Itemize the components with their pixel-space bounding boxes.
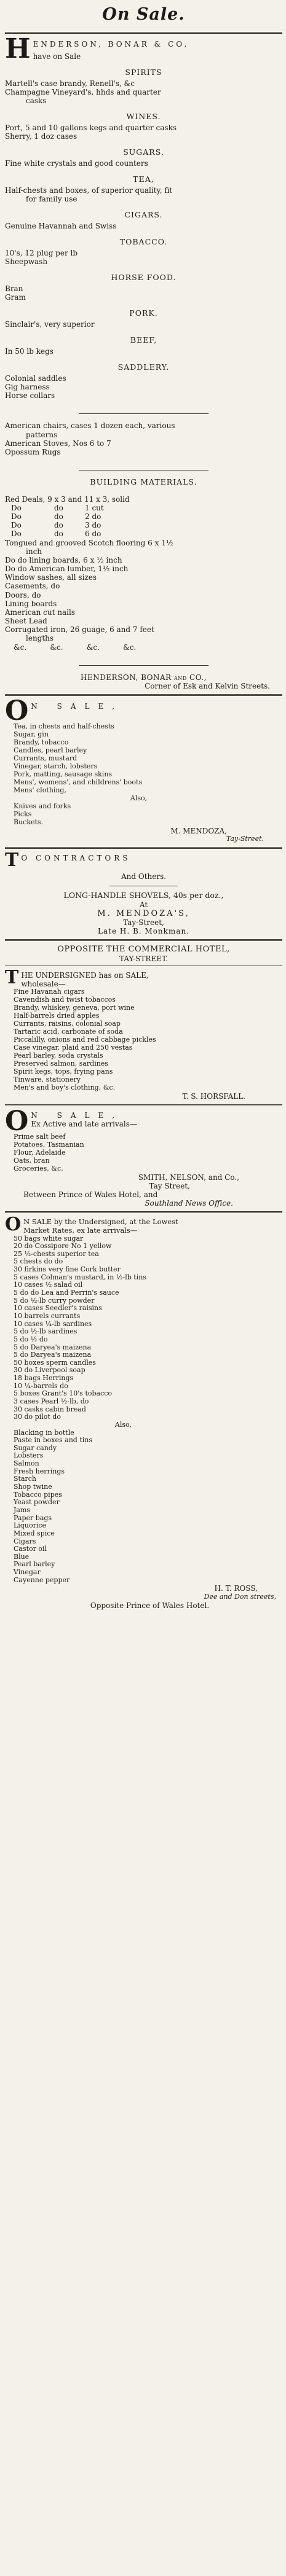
- stock-line: Knives and forks: [14, 802, 71, 810]
- stock-line: 30 do Liverpool soap: [14, 1366, 85, 1375]
- stock-line: Spirit kegs, tops, frying pans: [14, 1067, 113, 1075]
- mendoza-advert: [5, 690, 282, 843]
- intro-text: Market Rates, ex late arrivals—: [23, 1225, 138, 1235]
- advertiser-address: Tay-Street.: [226, 834, 264, 843]
- stock-line: Blue: [14, 1552, 30, 1561]
- stock-line: 5 boxes Grant's 10's tobacco: [14, 1389, 113, 1398]
- advertiser-address: Southland News Office.: [145, 1199, 233, 1208]
- stock-line: Currants, raisins, colonial soap: [14, 1020, 121, 1028]
- short-divider: [79, 413, 209, 414]
- drop-cap: O: [5, 1214, 22, 1236]
- stock-line: 20 do Cossipore No 1 yellow: [14, 1242, 112, 1251]
- drop-cap: O: [5, 695, 29, 727]
- intro-text: HE UNDERSIGNED has on SALE,: [21, 970, 149, 980]
- stock-line: Potatoes, Tasmanian: [14, 1140, 84, 1149]
- ditto-cell: Do: [11, 529, 22, 539]
- drop-cap: H: [5, 33, 31, 64]
- divider: [5, 847, 282, 849]
- late-line: Late H. B. Monkman.: [98, 927, 189, 936]
- drop-cap: T: [5, 849, 19, 871]
- drop-cap: T: [5, 966, 19, 988]
- saddlery-line: Colonial saddles: [5, 374, 66, 383]
- section-title-beef: BEEF,: [130, 335, 157, 345]
- building-line: Tongued and grooved Scotch flooring 6 x 1½: [5, 538, 173, 547]
- drop-cap: O: [5, 1105, 29, 1137]
- stock-line: 5 do ½ do: [14, 1335, 48, 1343]
- stock-line: 30 do pilot do: [14, 1413, 61, 1421]
- ross-advert: [5, 1208, 282, 1609]
- spirits-line: Champagne Vineyard's, hhds and quarter: [5, 88, 161, 97]
- stock-line: 5 cases Colman's mustard, in ½-lb tins: [14, 1273, 146, 1281]
- stock-line: Half-barrels dried apples: [14, 1012, 100, 1020]
- saddlery-line: Gig harness: [5, 383, 50, 392]
- advert-heading-text: ENDERSON, BONAR & CO.: [33, 39, 189, 49]
- deals-line: Red Deals, 9 x 3 and 11 x 3, solid: [5, 494, 130, 504]
- intro-text: wholesale—: [21, 980, 66, 989]
- stock-line: Oats, bran: [14, 1156, 50, 1165]
- advertiser-signature: M. MENDOZA,: [170, 826, 227, 835]
- stock-line: 10 cases Seedler's raisins: [14, 1304, 102, 1313]
- intro-text: have on Sale: [33, 52, 81, 61]
- smith-nelson-advert: [5, 1101, 282, 1208]
- deals-ditto-row: [5, 504, 282, 512]
- stock-line: 30 firkins very fine Cork butter: [14, 1265, 121, 1274]
- ditto-cell: 6 do: [85, 529, 101, 539]
- stock-line: Groceries, &c.: [14, 1164, 63, 1173]
- misc-line: Opossum Rugs: [5, 447, 61, 456]
- section-title-tobacco: TOBACCO.: [119, 237, 168, 247]
- deals-ditto-row: [5, 529, 282, 538]
- stock-line: Tobacco pipes: [14, 1490, 62, 1499]
- stock-line: Case vinegar, plaid and 250 vestas: [14, 1043, 133, 1052]
- stock-line: Tea, in chests and half-chests: [14, 722, 114, 730]
- section-title-sugars: SUGARS.: [123, 147, 164, 157]
- henderson-advert: [5, 28, 282, 690]
- ditto-cell: do: [54, 504, 63, 513]
- stock-line: Fine Havanah cigars: [14, 988, 85, 996]
- deals-ditto-row: [5, 512, 282, 521]
- building-line: Sheet Lead: [5, 617, 47, 626]
- intro-text: N SALE by the Undersigned, at the Lowest: [23, 1217, 178, 1227]
- building-line: Doors, do: [5, 590, 41, 599]
- ditto-cell: 2 do: [85, 512, 101, 521]
- ditto-cell: do: [54, 529, 63, 539]
- stock-line: Cayenne pepper: [14, 1575, 70, 1584]
- section-title-horse-food: HORSE FOOD.: [111, 273, 177, 283]
- section-title-cigars: CIGARS.: [124, 210, 163, 220]
- advert-heading-text: N SALE,: [31, 1110, 124, 1120]
- advertiser-street: Tay Street,: [149, 1181, 190, 1190]
- stock-line: Yeast powder: [14, 1498, 60, 1507]
- ditto-cell: 1 cut: [85, 504, 104, 513]
- building-line: Window sashes, all sizes: [5, 573, 97, 582]
- stock-line: Tartaric acid, carbonate of soda: [14, 1028, 123, 1036]
- section-title-building: BUILDING MATERIALS.: [90, 477, 197, 487]
- advert-heading-text: N SALE,: [31, 701, 124, 711]
- stock-line: Paper bags: [14, 1513, 52, 1522]
- ditto-cell: Do: [11, 512, 22, 521]
- stock-line: Jams: [14, 1505, 31, 1514]
- building-line: Do do lining boards, 6 x ½ inch: [5, 555, 122, 564]
- also-label: Also,: [114, 1420, 132, 1429]
- misc-line: patterns: [26, 430, 58, 439]
- stock-line: 5 do ½-lb sardines: [14, 1327, 77, 1336]
- stock-line: Flour, Adelaide: [14, 1148, 66, 1157]
- section-title-spirits: SPIRITS: [125, 68, 162, 77]
- saddlery-line: Horse collars: [5, 391, 55, 400]
- stock-line: Vinegar, starch, lobsters: [14, 762, 98, 770]
- advert-subheading: TAY-STREET.: [119, 954, 169, 963]
- stock-line: Starch: [14, 1475, 37, 1483]
- stock-line: Fresh herrings: [14, 1467, 65, 1475]
- merchant-name: M. MENDOZA'S,: [97, 908, 190, 918]
- ditto-cell: 3 do: [85, 521, 101, 530]
- advertiser-address: Between Prince of Wales Hotel, and: [23, 1190, 158, 1200]
- stock-line: Men's and boy's clothing, &c.: [14, 1083, 116, 1091]
- ditto-cell: Do: [11, 521, 22, 530]
- stock-line: 5 do ½-lb curry powder: [14, 1296, 95, 1305]
- stock-line: Sugar candy: [14, 1443, 57, 1452]
- wines-line: Port, 5 and 10 gallons kegs and quarter casks: [5, 123, 177, 133]
- stock-line: 18 bags Herrings: [14, 1374, 74, 1383]
- tea-line: for family use: [26, 195, 77, 204]
- stock-line: 30 casks cabin bread: [14, 1405, 86, 1413]
- stock-line: 5 do do Lea and Perrin's sauce: [14, 1289, 119, 1297]
- section-title-wines: WINES.: [126, 112, 161, 122]
- cigars-line: Genuine Havannah and Swiss: [5, 222, 117, 231]
- spirits-line: Martell's case brandy, Renell's, &c: [5, 79, 135, 88]
- at-label: At: [139, 900, 148, 909]
- misc-line: American chairs, cases 1 dozen each, various: [5, 421, 175, 431]
- stock-line: 10 cases ½ salad oil: [14, 1281, 83, 1289]
- stock-line: 5 do Daryea's maizena: [14, 1343, 92, 1351]
- divider: [5, 694, 282, 696]
- tea-line: Half-chests and boxes, of superior quality, fit: [5, 186, 173, 195]
- stock-line: Prime salt beef: [14, 1132, 66, 1141]
- divider: [5, 1104, 282, 1106]
- stock-line: 50 bags white sugar: [14, 1234, 84, 1243]
- horsfall-advert: [5, 935, 282, 1101]
- section-title-saddlery: SADDLERY.: [117, 362, 170, 372]
- divider: [5, 32, 282, 34]
- stock-line: Candles, pearl barley: [14, 746, 87, 754]
- stock-line: 10 barrels currants: [14, 1311, 81, 1320]
- intro-text: Ex Active and late arrivals—: [31, 1120, 137, 1129]
- section-title-pork: PORK.: [129, 308, 158, 318]
- stock-line: Currants, mustard: [14, 754, 77, 762]
- stock-line: 10 ¼-barrels do: [14, 1381, 68, 1390]
- horse-food-line: Gram: [5, 293, 26, 302]
- street-line: Tay-Street,: [123, 918, 164, 927]
- stock-line: Mixed spice: [14, 1529, 55, 1537]
- stock-line: Vinegar: [14, 1568, 41, 1577]
- advertiser-signature: T. S. HORSFALL.: [182, 1091, 245, 1101]
- advert-heading-text: O CONTRACTORS: [21, 853, 131, 862]
- short-divider: [79, 665, 209, 666]
- section-title-tea: TEA,: [133, 174, 154, 184]
- building-line: Corrugated iron, 26 guage, 6 and 7 feet: [5, 625, 154, 634]
- also-label: Also,: [130, 794, 148, 802]
- building-line: Lining boards: [5, 599, 57, 608]
- ditto-cell: Do: [11, 504, 22, 513]
- stock-line: Pork, matting, sausage skins: [14, 770, 113, 778]
- stock-line: Mens' clothing,: [14, 786, 66, 794]
- advert-heading: OPPOSITE THE COMMERCIAL HOTEL,: [57, 945, 230, 954]
- divider: [5, 939, 282, 941]
- beef-line: In 50 lb kegs: [5, 347, 54, 356]
- advertiser-address: Dee and Don streets,: [204, 1592, 276, 1601]
- stock-line: 50 boxes sperm candles: [14, 1358, 96, 1367]
- stock-line: Pearl barley, soda crystals: [14, 1051, 103, 1060]
- stock-line: Picks: [14, 810, 32, 818]
- tobacco-line: 10's, 12 plug per lb: [5, 249, 78, 258]
- advertiser-signature: HENDERSON, BONAR and CO.,: [81, 673, 207, 682]
- ditto-cell: do: [54, 512, 63, 521]
- sub-heading: And Others.: [121, 872, 167, 881]
- stock-line: 5 chests do do: [14, 1257, 63, 1266]
- horse-food-line: Bran: [5, 284, 23, 294]
- stock-line: Liquorice: [14, 1521, 47, 1530]
- stock-line: Preserved salmon, sardines: [14, 1059, 108, 1067]
- building-line: lengths: [26, 634, 54, 643]
- building-line: American cut nails: [5, 607, 75, 617]
- building-line: Do do American lumber, 1½ inch: [5, 564, 129, 574]
- shovels-line: LONG-HANDLE SHOVELS, 40s per doz.,: [63, 890, 224, 900]
- stock-line: 10 cases ¼-lb sardines: [14, 1319, 92, 1328]
- wines-line: Sherry, 1 doz cases: [5, 132, 77, 141]
- etc-line: &c. &c. &c. &c.: [14, 642, 137, 652]
- advertiser-signature: H. T. ROSS,: [214, 1584, 258, 1593]
- stock-line: Brandy, tobacco: [14, 738, 69, 746]
- stock-line: Paste in boxes and tins: [14, 1436, 93, 1445]
- tobacco-line: Sheepwash: [5, 257, 48, 267]
- stock-line: 5 do Daryea's maizena: [14, 1351, 92, 1359]
- advertiser-address: Corner of Esk and Kelvin Streets.: [145, 681, 270, 690]
- building-line: Casements, do: [5, 582, 60, 591]
- stock-line: Salmon: [14, 1459, 39, 1468]
- stock-line: Lobsters: [14, 1451, 44, 1460]
- stock-line: Mens', womens', and childrens' boots: [14, 778, 143, 786]
- deals-ditto-row: [5, 521, 282, 529]
- ditto-cell: do: [54, 521, 63, 530]
- contractors-advert: [5, 843, 282, 936]
- stock-line: 25 ½-chests superior tea: [14, 1249, 99, 1258]
- sugars-line: Fine white crystals and good counters: [5, 159, 148, 168]
- stock-line: Blacking in bottle: [14, 1428, 74, 1437]
- stock-line: Sugar, gin: [14, 730, 49, 738]
- pork-line: Sinclair's, very superior: [5, 320, 95, 329]
- stock-line: 3 cases Pearl ½-lb, do: [14, 1397, 89, 1405]
- stock-line: Buckets.: [14, 818, 44, 826]
- building-line: inch: [26, 547, 42, 556]
- advert-heading: [5, 33, 282, 64]
- misc-line: American Stoves, Nos 6 to 7: [5, 439, 111, 448]
- stock-line: Brandy, whiskey, geneva, port wine: [14, 1004, 135, 1012]
- advertiser-footer: Opposite Prince of Wales Hotel.: [90, 1601, 210, 1610]
- advertiser-signature: SMITH, NELSON, and Co.,: [138, 1173, 239, 1182]
- stock-line: Shop twine: [14, 1483, 52, 1491]
- stock-line: Tinware, stationery: [14, 1075, 81, 1083]
- stock-line: Cavendish and twist tobaccos: [14, 996, 116, 1004]
- divider: [5, 1211, 282, 1213]
- stock-line: Pearl barley: [14, 1560, 55, 1569]
- stock-line: Cigars: [14, 1537, 36, 1545]
- spirits-line: casks: [26, 96, 47, 106]
- stock-line: Castor oil: [14, 1545, 47, 1553]
- page-title: On Sale.: [102, 5, 185, 24]
- stock-line: Piccalilly, onions and red cabbage pickles: [14, 1036, 156, 1044]
